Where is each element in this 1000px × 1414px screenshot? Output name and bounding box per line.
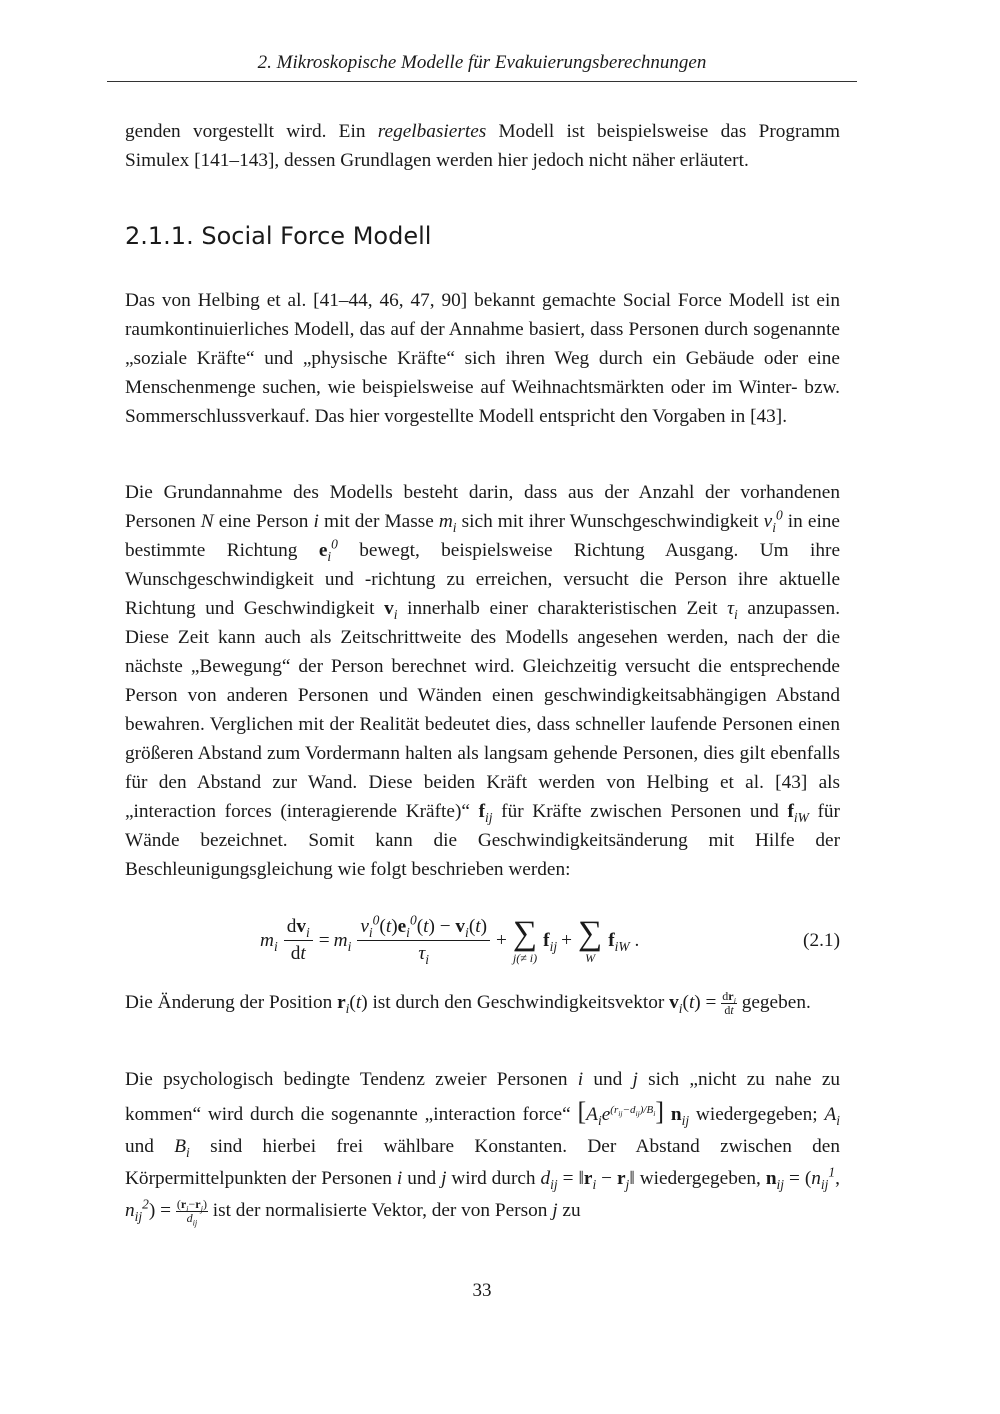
section-number: 2.1.1. [125, 222, 194, 250]
running-header: 2. Mikroskopische Modelle für Evakuierungsberechnungen [257, 52, 707, 73]
paragraph-3: Die Änderung der Position $r_i(t)$ ist durch den Geschwindigkeitsvektor $v_i(t)$ = $\frac{dr_i}{dt}$ gegeben. [125, 989, 811, 1018]
sum-index-persons: j(≠ i) [512, 950, 538, 965]
header-rule [107, 81, 857, 82]
equation-number: (2.1) [803, 930, 840, 951]
equation-2-1: $m_i$ $\frac{dv_i}{dt}$ = $m_i$ $\frac{v_i^0(t)e_i^0(t) - v_i(t)}{\tau_i}$ + ∑ j(≠ i) $f_{ij}$ + ∑ W $f_{iW}$ . (2.1) [260, 912, 840, 967]
paragraph-4: Die psychologisch bedingte Tendenz zweier Personen i und j sich „nicht zu nahe zu kommen“ wird durch die sogenannte „interaction force“ $[A_ie^{(r_{ij}-d_{ij})/B_i}]$ $n_{ij}$ wiedergegeben; $A_i$ und $B_i$ sind hierbei frei wählbare Konstanten. Der Abstand zwischen den Körpermittelpunkten der Personen i und j wird durch $d_{ij}$ = $‖r_i$ − $r_j‖$ wiedergegeben, $n_{ij} = (n_{ij}^1$, $n_{ij}^2$) = $\frac{(r_i-r_j)}{d_{ij}}$ ist der normalisierte Vektor, der von Person j zu [125, 1069, 841, 1228]
paragraph-intro: genden vorgestellt wird. Ein regelbasiertes Modell ist beispielsweise das Programm Simulex [141–143], dessen Grundlagen werden hier jedoch nicht näher erläutert. [125, 121, 840, 171]
paragraph-1: Das von Helbing et al. [41–44, 46, 47, 90] bekannt gemachte Social Force Modell ist ein raumkontinuierliches Modell, das auf der Annahme basiert, dass Personen durch sogenannte „soziale Kräfte“ und „physische Kräfte“ sich ihren Weg durch ein Gebäude oder eine Menschenmenge suchen, wie beispielsweise auf Weihnachtsmärkten oder im Winter- bzw. Sommerschlussverkauf. Das hier vorgestellte Modell entspricht den Vorgaben in [43]. [125, 290, 840, 427]
section-title: Social Force Modell [201, 222, 432, 250]
paragraph-2: Die Grundannahme des Modells besteht darin, dass aus der Anzahl der vorhandenen Personen N eine Person i mit der Masse $m_i$ sich mit ihrer Wunschgeschwindigkeit $v_i^0$ in eine bestimmte Richtung $e_i^0$ bewegt, beispielsweise Richtung Ausgang. Um ihre Wunschgeschwindigkeit und -richtung zu erreichen, versucht die Person ihre aktuelle Richtung und Geschwindigkeit $v_i$ innerhalb einer charakteristischen Zeit $\tau_i$ anzupassen. Diese Zeit kann auch als Zeitschrittweite des Modells angesehen werden, nach der die nächste „Bewegung“ der Person berechnet wird. Gleichzeitig versucht die entsprechende Person von anderen Personen und Wänden einen geschwindigkeitsabhängigen Abstand bewahren. Verglichen mit der Realität bedeutet dies, dass schneller laufende Personen einen größeren Abstand zum Vordermann halten als langsam gehende Personen, dies gilt ebenfalls für den Abstand zur Wand. Diese beiden Kräft werden von Helbing et al. [43] als „interaction forces (interagierende Kräfte)“ $f_{ij}$ für Kräfte zwischen Personen und $f_{iW}$ für Wände bezeichnet. Somit kann die Geschwindigkeitsänderung mit Hilfe der Beschleunigungsgleichung wie folgt beschrieben werden: [125, 482, 841, 880]
page-number: 33 [472, 1280, 492, 1301]
section-heading [125, 222, 431, 250]
sum-index-walls: W [585, 950, 596, 965]
